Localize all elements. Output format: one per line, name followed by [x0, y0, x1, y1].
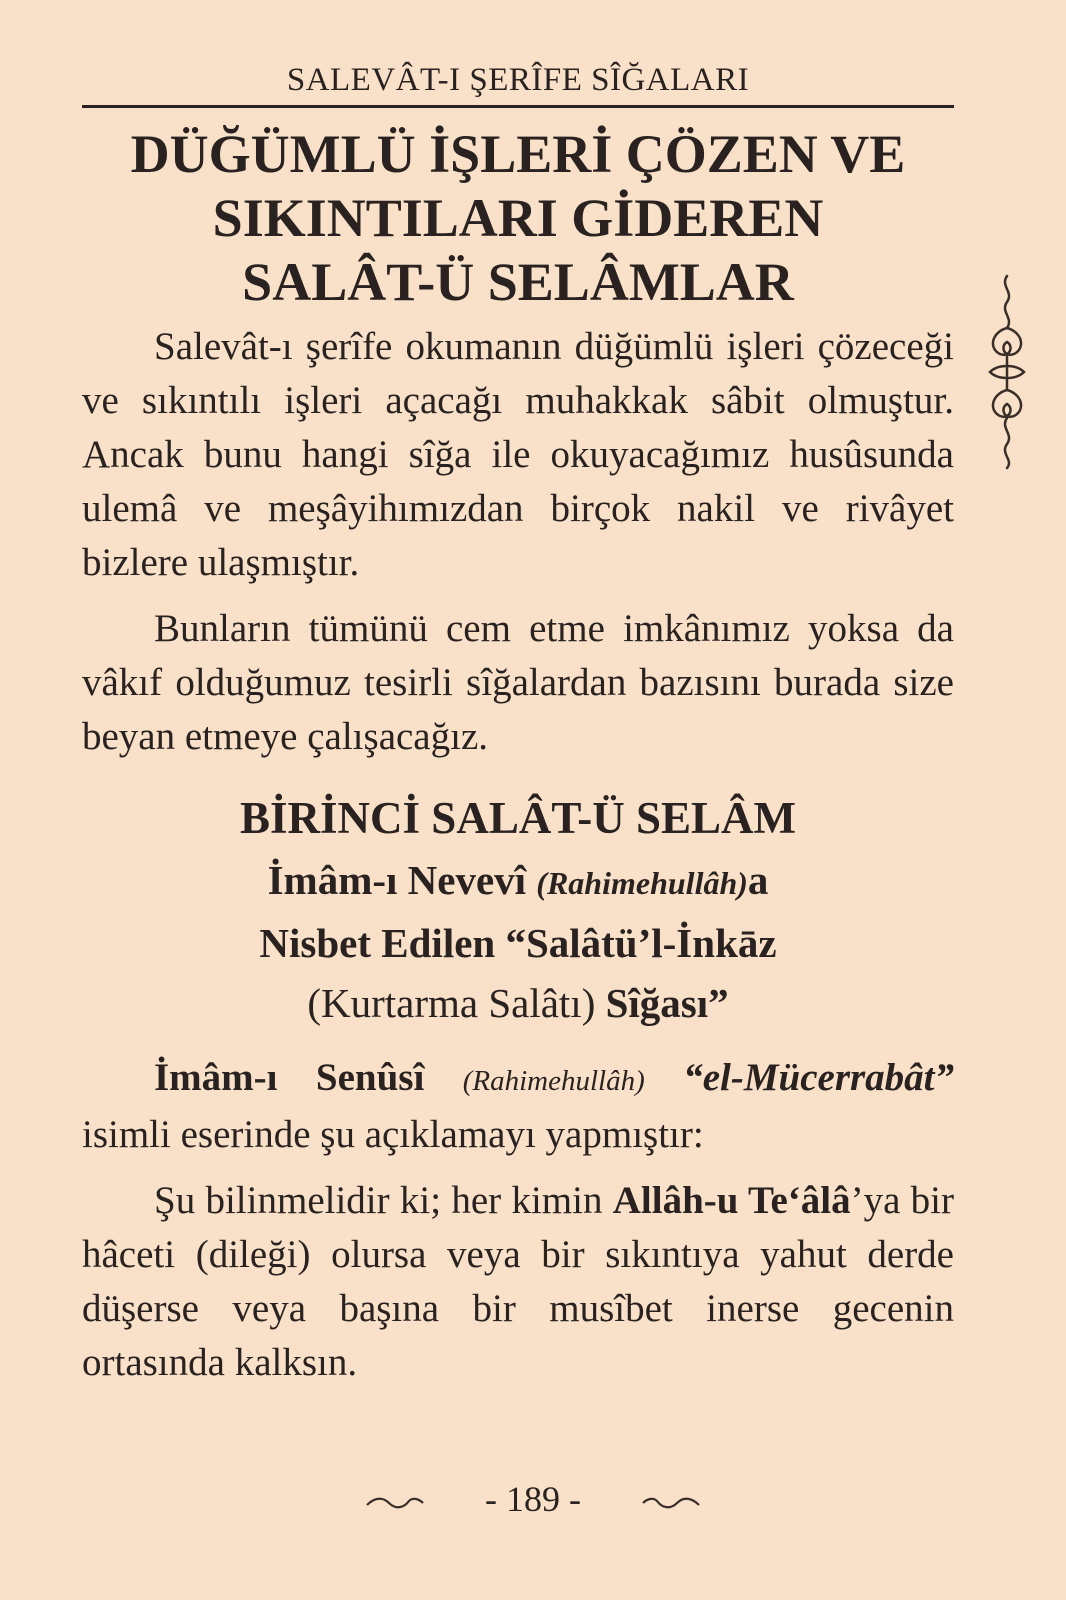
chapter-title-line-3: SALÂT-Ü SELÂMLAR	[242, 252, 794, 312]
senusi-name: İmâm-ı Senûsî	[154, 1056, 425, 1099]
subtitle-line-2: Nisbet Edilen “Salâtü’l-İnkāz	[259, 920, 777, 966]
subtitle-honorific: (Rahimehullâh)	[536, 865, 748, 901]
instruction-start: Şu bilinmelidir ki; her kimin	[154, 1179, 613, 1222]
section-title: BİRİNCİ SALÂT-Ü SELÂM	[240, 793, 796, 843]
page-content	[82, 40, 954, 1390]
subtitle-translation: (Kurtarma Salâtı)	[307, 980, 606, 1026]
subtitle-sigasi: Sîğası”	[605, 980, 729, 1026]
work-title: “el-Mücerrabât”	[683, 1056, 955, 1099]
chapter-title-line-1: DÜĞÜMLÜ İŞLERİ ÇÖZEN VE	[130, 124, 906, 184]
subtitle-line-1	[82, 850, 954, 913]
footer-right-ornament-icon	[641, 1493, 701, 1513]
side-ornament-icon	[980, 272, 1034, 472]
senusi-rest: isimli eserinde şu açıklamayı yapmıştır:	[82, 1113, 704, 1156]
page-number: - 189 -	[485, 1479, 581, 1519]
subtitle-suffix: a	[747, 857, 769, 903]
instruction-rest: ’ya bir hâceti (dileği) olursa veya bir sıkıntıya yahut derde düşerse veya başına bir musîbet inerse gecenin ortasında kalksın.	[82, 1179, 954, 1384]
running-header: SALEVÂT-I ŞERÎFE SÎĞALARI	[82, 40, 954, 108]
chapter-title	[82, 122, 954, 314]
section-subtitle	[82, 850, 954, 1033]
subtitle-imam-name: İmâm-ı Nevevî	[267, 857, 537, 903]
paragraph-instruction	[82, 1174, 954, 1390]
paragraph-scope: Bunların tümünü cem etme imkânımız yoksa da vâkıf olduğumuz tesirli sîğalardan bazısını burada size beyan etmeye çalışacağız.	[82, 607, 954, 758]
paragraph-intro: Salevât-ı şerîfe okumanın düğümlü işleri çözeceği ve sıkıntılı işleri açacağı muhakkak sâbit olmuştur. Ancak bunu hangi sîğa ile okuyacağımız husûsunda ulemâ ve meşâyihımızdan birçok nakil ve rivâyet bizlere ulaşmıştır.	[82, 325, 954, 584]
subtitle-line-3	[82, 973, 954, 1033]
footer-left-ornament-icon	[365, 1493, 425, 1513]
allah-name: Allâh-u Te‘âlâ	[612, 1179, 851, 1222]
chapter-title-line-2: SIKINTILARI GİDEREN	[212, 188, 824, 248]
page-footer	[0, 1478, 1066, 1520]
senusi-honorific: (Rahimehullâh)	[462, 1065, 645, 1097]
paragraph-senusi	[82, 1051, 954, 1162]
